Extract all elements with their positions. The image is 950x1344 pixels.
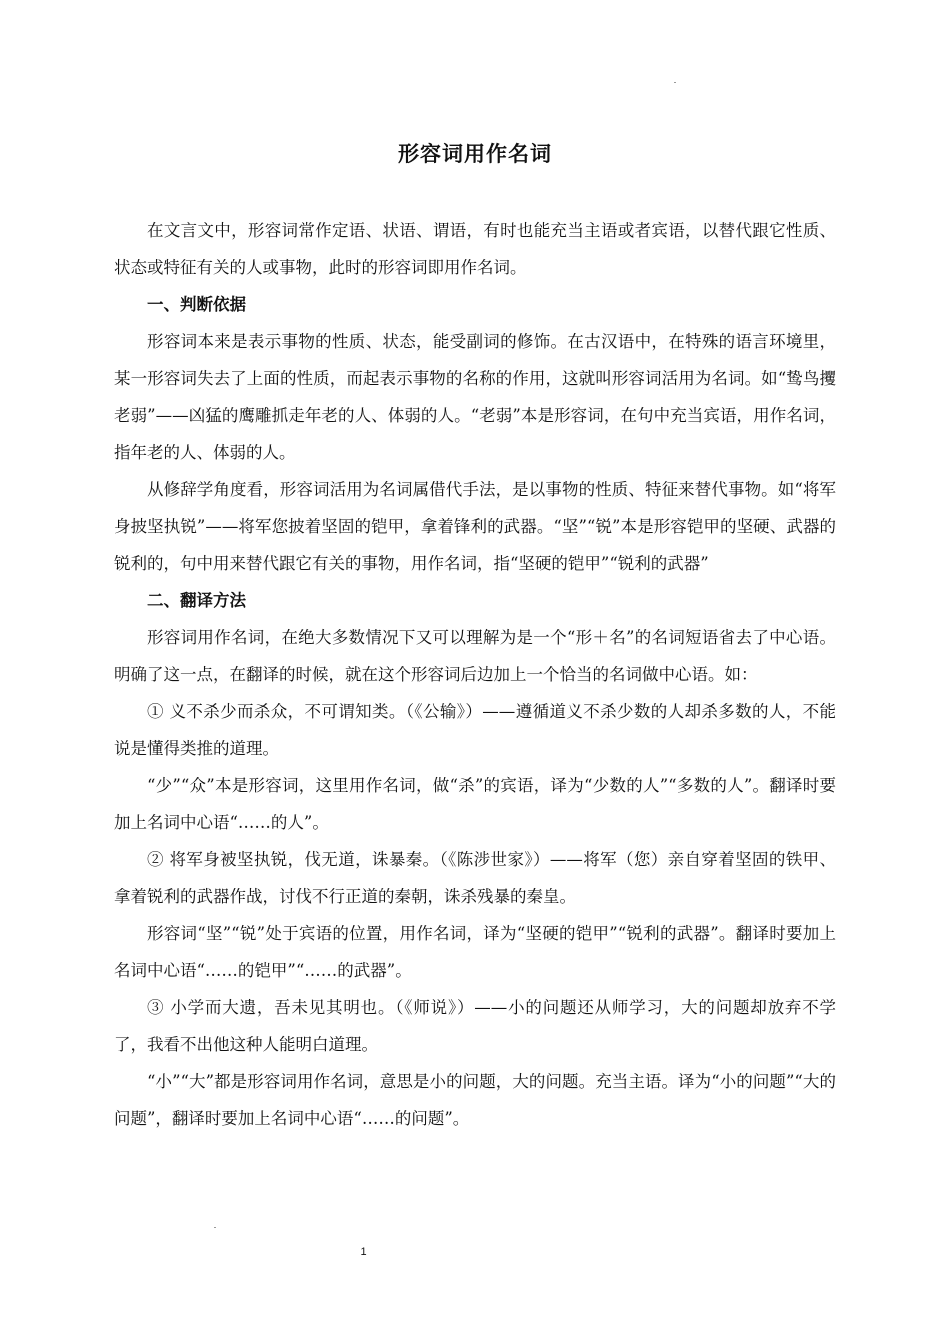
translation-paragraph: 形容词用作名词，在绝大多数情况下又可以理解为是一个“形＋名”的名词短语省去了中心语。明确了这一点，在翻译的时候，就在这个形容词后边加上一个恰当的名词做中心语。如： (114, 628, 836, 684)
scan-speck (214, 1227, 216, 1228)
example-2: ② 将军身被坚执锐，伐无道，诛暴秦。（《陈涉世家》）——将军（您）亲自穿着坚固的铁甲、拿着锐利的武器作战，讨伐不行正道的秦朝，诛杀残暴的秦皇。 (114, 850, 836, 906)
scan-speck (674, 82, 676, 83)
page-title: 形容词用作名词 (398, 141, 552, 166)
document-body (114, 212, 836, 1137)
example-3-note: “小”“大”都是形容词用作名词，意思是小的问题，大的问题。充当主语。译为“小的问题”“大的问题”，翻译时要加上名词中心语“……的问题”。 (114, 1072, 836, 1128)
criteria-paragraph-2: 从修辞学角度看，形容词活用为名词属借代手法，是以事物的性质、特征来替代事物。如“将军身披坚执锐”——将军您披着坚固的铠甲，拿着锋利的武器。“坚”“锐”本是形容铠甲的坚硬、武器的锐利的，句中用来替代跟它有关的事物，用作名词，指“坚硬的铠甲”“锐利的武器” (114, 480, 836, 573)
criteria-paragraph-1: 形容词本来是表示事物的性质、状态，能受副词的修饰。在古汉语中，在特殊的语言环境里，某一形容词失去了上面的性质，而起表示事物的名称的作用，这就叫形容词活用为名词。如“鸷鸟攫老弱”——凶猛的鹰雕抓走年老的人、体弱的人。“老弱”本是形容词，在句中充当宾语，用作名词，指年老的人、体弱的人。 (114, 332, 836, 462)
page-number: 1 (360, 1246, 367, 1258)
section-heading-criteria: 一、判断依据 (147, 295, 246, 314)
example-1-note: “少”“众”本是形容词，这里用作名词，做“杀”的宾语，译为“少数的人”“多数的人”。翻译时要加上名词中心语“……的人”。 (114, 776, 836, 832)
example-3: ③ 小学而大遗，吾未见其明也。（《师说》）——小的问题还从师学习，大的问题却放弃不学了，我看不出他这种人能明白道理。 (114, 998, 836, 1054)
section-heading-translation: 二、翻译方法 (147, 591, 246, 610)
example-2-note: 形容词“坚”“锐”处于宾语的位置，用作名词，译为“坚硬的铠甲”“锐利的武器”。翻译时要加上名词中心语“……的铠甲”“……的武器”。 (114, 924, 836, 980)
example-1: ① 义不杀少而杀众，不可谓知类。（《公输》）——遵循道义不杀少数的人却杀多数的人，不能说是懂得类推的道理。 (114, 702, 836, 758)
intro-paragraph: 在文言文中，形容词常作定语、状语、谓语，有时也能充当主语或者宾语，以替代跟它性质、状态或特征有关的人或事物，此时的形容词即用作名词。 (114, 221, 836, 277)
